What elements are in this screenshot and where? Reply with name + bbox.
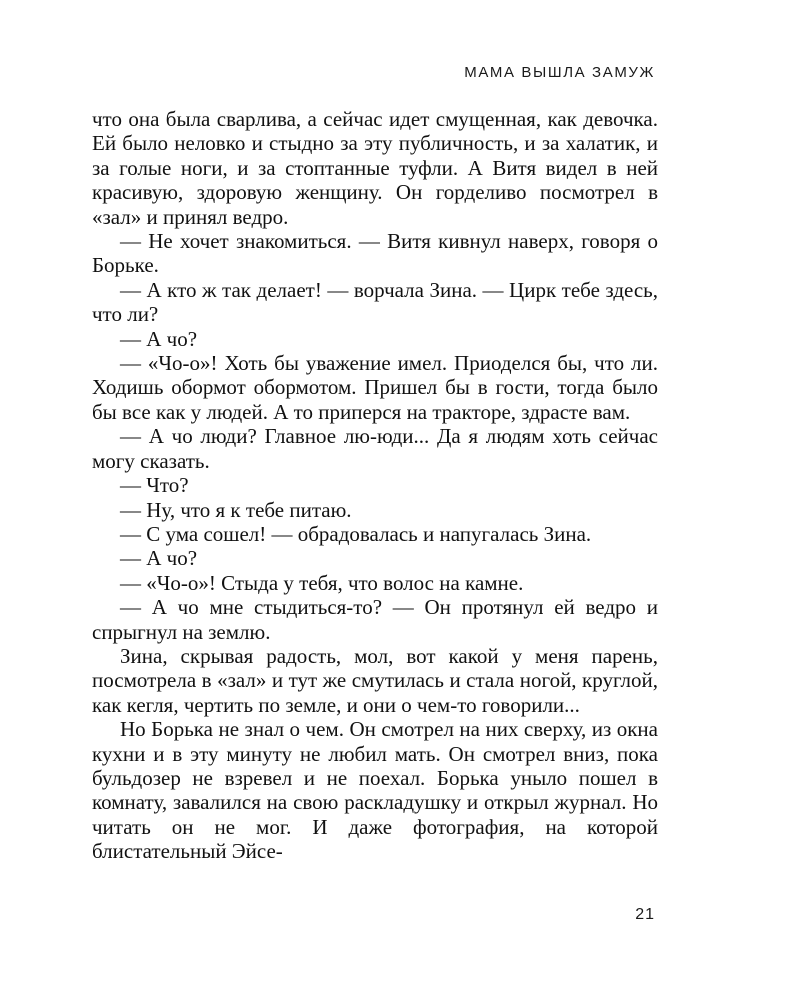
dialogue-line: — А чо мне стыдиться-то? — Он протянул ей ведро и спрыгнул на землю. — [92, 595, 658, 644]
dialogue-line: — А чо люди? Главное лю-юди... Да я людям хоть сейчас могу сказать. — [92, 424, 658, 473]
dialogue-line: — «Чо-о»! Хоть бы уважение имел. Приоделся бы, что ли. Ходишь обормот обормотом. Пришел бы в гости, тогда было бы все как у людей. А то приперся на тракторе, здрасте вам. — [92, 351, 658, 424]
dialogue-line: — А чо? — [120, 546, 198, 571]
dialogue-line: — Не хочет знакомиться. — Витя кивнул наверх, говоря о Борьке. — [92, 229, 658, 278]
narrative-paragraph: Но Борька не знал о чем. Он смотрел на них сверху, из окна кухни и в эту минуту не любил мать. Он смотрел вниз, пока бульдозер не взревел и не поехал. Борька уныло пошел в комнату, завалился на свою раскладушку и открыл журнал. Но читать он не мог. И даже фотография, на которой блистательный Эйсе- — [92, 717, 658, 864]
dialogue-line: — Ну, что я к тебе питаю. — [120, 497, 352, 522]
dialogue-line: — А кто ж так делает! — ворчала Зина. — Цирк тебе здесь, что ли? — [92, 277, 658, 327]
paragraph-continuation: что она была сварлива, а сейчас идет смущенная, как девочка. Ей было неловко и стыдно за эту публичность, и за халатик, и за голые ноги, и за стоптанные туфли. А Витя видел в ней красивую, здоровую женщину. Он горделиво посмотрел в «зал» и принял ведро. — [92, 107, 658, 229]
running-title: МАМА ВЫШЛА ЗАМУЖ — [464, 64, 655, 81]
narrative-paragraph: Зина, скрывая радость, мол, вот какой у меня парень, посмотрела в «зал» и тут же смутилась и стала ногой, круглой, как кегля, чертить по земле, и они о чем-то говорили... — [92, 643, 658, 717]
page-number: 21 — [635, 906, 655, 923]
dialogue-line: — «Чо-о»! Стыда у тебя, что волос на камне. — [120, 570, 524, 595]
dialogue-line: — А чо? — [120, 326, 198, 351]
dialogue-line: — С ума сошел! — обрадовалась и напугалась Зина. — [120, 521, 592, 546]
dialogue-line: — Что? — [120, 473, 189, 498]
body-text — [92, 107, 658, 864]
